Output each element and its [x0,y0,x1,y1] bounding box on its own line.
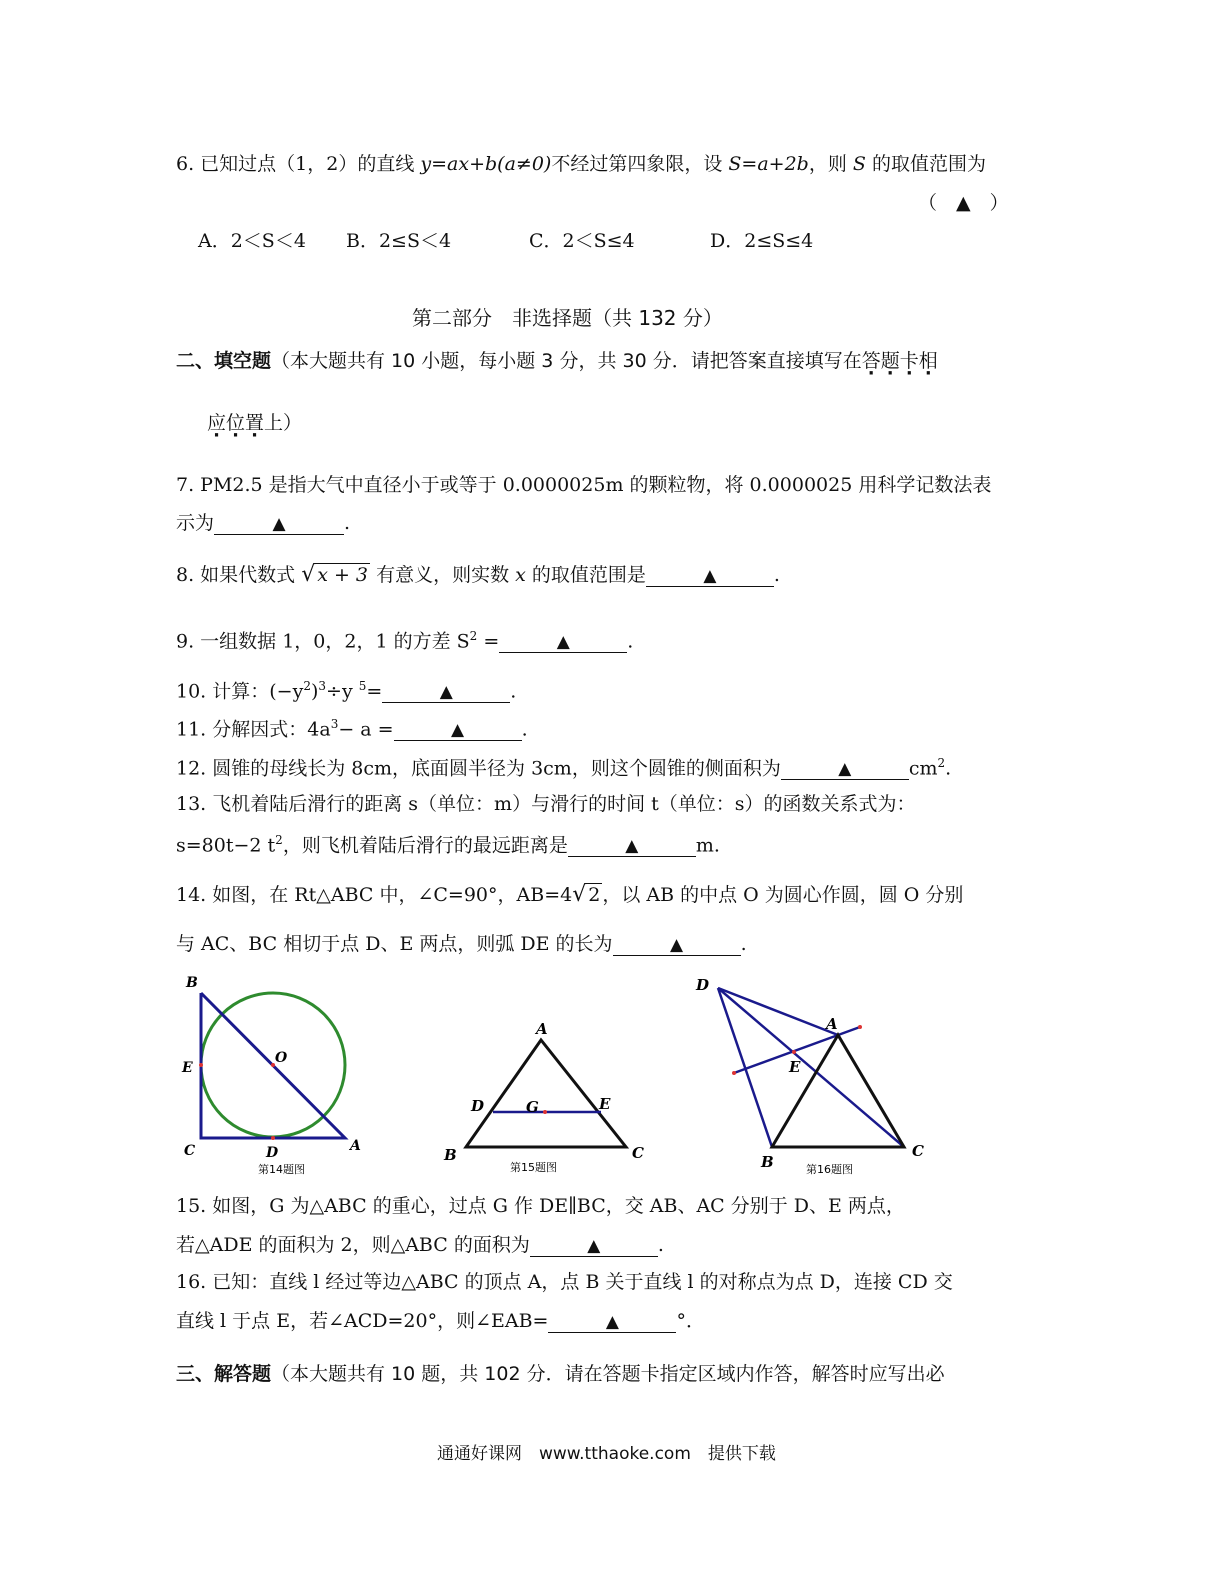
fig16-label-d: D [696,976,710,994]
fig15-point-g [543,1110,547,1114]
q8-answer-blank[interactable]: ▲ [646,566,774,587]
q9-line: 9. 一组数据 1，0，2，1 的方差 $S^2$ = ▲ . [176,629,634,653]
q6-answer-mark: （ ▲ ） [918,192,1009,214]
fig15-label-b: B [444,1146,457,1164]
fig16-line-da [718,988,838,1035]
q7-line1: 7. PM2.5 是指大气中直径小于或等于 0.0000025m 的颗粒物，将 0.0000025 用科学记数法表 [176,474,992,496]
q9-answer-blank[interactable]: ▲ [499,632,627,653]
fig15-caption: 第15题图 [510,1161,557,1174]
q15-answer-blank[interactable]: ▲ [530,1236,658,1257]
section3-heading-line: 三、解答题（本大题共有 10 题，共 102 分．请在答题卡指定区域内作答，解答时应写出必 [176,1363,945,1385]
q6-line1: 6. 已知过点（1，2）的直线 y=ax+b(a≠0)不经过第四象限，设 S=a+2b，则 S 的取值范围为 [176,153,986,175]
fig14-label-o: O [275,1050,288,1066]
fig16-caption: 第16题图 [806,1163,853,1175]
q7-line2: 示为 ▲ . [176,512,351,534]
q7-answer-blank[interactable]: ▲ [214,514,344,535]
q15-line1: 15. 如图，G 为△ABC 的重心，过点 G 作 DE∥BC，交 AB、AC 分别于 D、E 两点， [176,1195,905,1217]
fig14-label-e: E [182,1060,193,1076]
q10-answer-blank[interactable]: ▲ [382,682,510,703]
q6-option-b: B．2≤S＜4 [346,230,452,252]
fig14-label-b: B [186,975,198,991]
q13-line1: 13. 飞机着陆后滑行的距离 s（单位：m）与滑行的时间 t（单位：s）的函数关系式为： [176,793,916,815]
section2-heading: 二、填空题 [176,350,272,372]
fig15-triangle [466,1040,626,1147]
fig16-point-e [792,1050,796,1054]
figure-16 [690,970,940,1175]
figure-14 [178,975,368,1175]
q11-answer-blank[interactable]: ▲ [394,720,522,741]
q6-option-a: A．2＜S＜4 [198,230,306,252]
q11-line: 11. 分解因式：$4a^3- a$ = ▲ . [176,717,528,741]
fig15-label-c: C [632,1144,644,1162]
q14-line2: 与 AC、BC 相切于点 D、E 两点，则弧 DE 的长为 ▲ . [176,933,747,955]
q16-answer-blank[interactable]: ▲ [548,1312,676,1333]
fig14-point-e [199,1063,203,1067]
fig14-label-d: D [266,1145,279,1161]
fig14-point-d [271,1136,275,1140]
fig16-label-e: E [789,1058,801,1076]
q8-line: 8. 如果代数式 √ x + 3 有意义，则实数 x 的取值范围是 ▲ . [176,562,780,587]
q12-line: 12. 圆锥的母线长为 8cm，底面圆半径为 3cm，则这个圆锥的侧面积为 ▲ $cm^2$. [176,756,952,780]
q13-answer-blank[interactable]: ▲ [568,836,696,857]
fig16-line-l-end2 [858,1025,862,1029]
fig14-caption: 第14题图 [258,1163,305,1175]
page-footer: 通通好课网 www.tthaoke.com 提供下载 [437,1444,776,1464]
fig15-label-g: G [526,1098,539,1116]
q14-answer-blank[interactable]: ▲ [613,935,741,956]
fig15-label-d: D [471,1097,485,1115]
q6-option-c: C．2＜S≤4 [529,230,635,252]
q10-line: 10. 计算：$(-y^2)^3\div y$ $^5$= ▲ . [176,679,517,703]
q16-line1: 16. 已知：直线 l 经过等边△ABC 的顶点 A，点 B 关于直线 l 的对称点为点 D，连接 CD 交 [176,1271,953,1293]
fig15-label-e: E [599,1095,611,1113]
q6-option-d: D．2≤S≤4 [710,230,814,252]
q13-line2: s=80t−2 $t^2$，则飞机着陆后滑行的最远距离是 ▲ m. [176,833,720,857]
q8-radical: √ x + 3 [301,562,369,587]
section3-heading: 三、解答题 [176,1363,272,1385]
fig16-line-l-end1 [732,1071,736,1075]
fig14-label-a: A [350,1138,361,1154]
figure-15 [438,1015,658,1175]
q14-radical: √ 2 [572,882,601,907]
q16-line2: 直线 l 于点 E，若∠ACD=20°，则∠EAB= ▲ °． [176,1310,705,1332]
q15-line2: 若△ADE 的面积为 2，则△ABC 的面积为 ▲ . [176,1234,664,1256]
q14-line1: 14. 如图，在 Rt△ABC 中，∠C=90°，AB=4 √ 2 ，以 AB 的中点 O 为圆心作圆，圆 O 分别 [176,882,964,907]
fig14-label-c: C [184,1143,196,1159]
section2-heading-line1: 二、填空题（本大题共有 10 小题，每小题 3 分，共 30 分．请把答案直接填写在答题卡相 [176,350,938,372]
section2-heading-line2: 应位置上） [207,412,303,434]
fig16-label-a: A [826,1015,838,1033]
part2-title: 第二部分 非选择题（共 132 分） [412,306,723,330]
q12-answer-blank[interactable]: ▲ [781,759,909,780]
fig15-label-a: A [536,1020,548,1038]
fig16-label-c: C [912,1142,924,1160]
fig16-label-b: B [761,1153,774,1171]
